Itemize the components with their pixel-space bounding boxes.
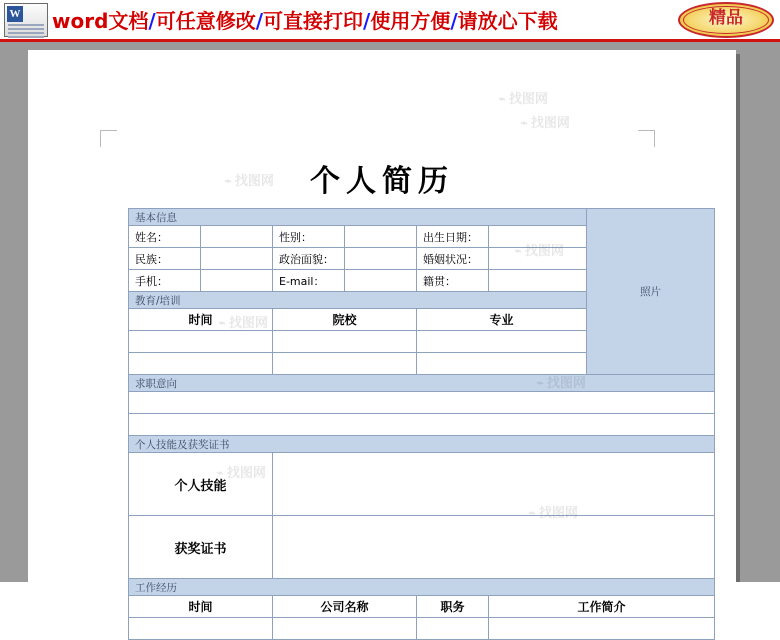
education-col-major: 专业 (417, 309, 587, 331)
section-label-work: 工作经历 (129, 579, 715, 596)
education-col-time: 时间 (129, 309, 273, 331)
education-time-1[interactable] (129, 331, 273, 353)
promo-segment-2: 可直接打印 (263, 9, 364, 33)
skills-label-awards: 获奖证书 (129, 516, 273, 579)
education-major-1[interactable] (417, 331, 587, 353)
skills-row (129, 516, 715, 579)
field-label-gender: 性别： (273, 226, 345, 248)
education-col-school: 院校 (273, 309, 417, 331)
skills-value-awards[interactable] (273, 516, 715, 579)
promo-segment-0: word文档 (52, 9, 149, 33)
field-label-name: 姓名： (129, 226, 201, 248)
section-label-education: 教育/培训 (129, 292, 587, 309)
section-label-basic: 基本信息 (129, 209, 587, 226)
skills-label-personal: 个人技能 (129, 453, 273, 516)
objective-row (129, 414, 715, 436)
page-shadow (736, 54, 740, 582)
field-value-ethnicity[interactable] (201, 248, 273, 270)
quality-seal-badge: 精品 (678, 2, 774, 38)
field-value-gender[interactable] (345, 226, 417, 248)
field-label-mobile: 手机： (129, 270, 201, 292)
section-label-objective: 求职意向 (129, 375, 715, 392)
work-col-position: 职务 (417, 596, 489, 618)
promo-segment-4: 请放心下载 (457, 9, 558, 33)
promo-separator-1: / (255, 9, 264, 33)
field-value-political-status[interactable] (345, 248, 417, 270)
work-col-company: 公司名称 (273, 596, 417, 618)
field-label-birthdate: 出生日期： (417, 226, 489, 248)
section-header-objective (129, 375, 715, 392)
watermark: ⌁ 找图网 (224, 174, 274, 189)
promo-separator-0: / (148, 9, 156, 33)
work-header-row (129, 596, 715, 618)
skills-value-personal[interactable] (273, 453, 715, 516)
field-label-political-status: 政治面貌： (273, 248, 345, 270)
section-header-work (129, 579, 715, 596)
section-header-skills (129, 436, 715, 453)
page-title: 个人简历 (310, 164, 454, 199)
resume-table (128, 208, 715, 640)
margin-mark-top-left (100, 130, 117, 147)
education-major-2[interactable] (417, 353, 587, 375)
field-label-marital-status: 婚姻状况： (417, 248, 489, 270)
word-document-icon (4, 3, 48, 37)
word-icon-letter: W (7, 6, 23, 22)
promo-banner (0, 0, 780, 42)
watermark: ⌁ 找图网 (520, 116, 570, 131)
section-header-basic (129, 209, 715, 226)
field-value-mobile[interactable] (201, 270, 273, 292)
work-position-1[interactable] (417, 618, 489, 640)
work-time-1[interactable] (129, 618, 273, 640)
education-school-1[interactable] (273, 331, 417, 353)
education-school-2[interactable] (273, 353, 417, 375)
promo-segment-1: 可任意修改 (155, 9, 256, 33)
promo-separator-3: / (450, 9, 458, 33)
work-row (129, 618, 715, 640)
field-label-email: E-mail： (273, 270, 345, 292)
education-time-2[interactable] (129, 353, 273, 375)
field-value-hometown[interactable] (489, 270, 587, 292)
field-label-hometown: 籍贯： (417, 270, 489, 292)
skills-row (129, 453, 715, 516)
field-value-email[interactable] (345, 270, 417, 292)
photo-placeholder: 照片 (587, 209, 715, 375)
document-workspace (0, 42, 780, 614)
field-value-marital-status[interactable] (489, 248, 587, 270)
field-label-ethnicity: 民族： (129, 248, 201, 270)
objective-row (129, 392, 715, 414)
work-company-1[interactable] (273, 618, 417, 640)
promo-text (52, 5, 678, 34)
objective-value-1[interactable] (129, 392, 715, 414)
word-icon-lines (8, 24, 44, 33)
field-value-name[interactable] (201, 226, 273, 248)
margin-mark-top-right (638, 130, 655, 147)
section-label-skills: 个人技能及获奖证书 (129, 436, 715, 453)
watermark: ⌁ 找图网 (498, 92, 548, 107)
work-description-1[interactable] (489, 618, 715, 640)
objective-value-2[interactable] (129, 414, 715, 436)
field-value-birthdate[interactable] (489, 226, 587, 248)
work-col-description: 工作简介 (489, 596, 715, 618)
promo-segment-3: 使用方便 (370, 9, 451, 33)
work-col-time: 时间 (129, 596, 273, 618)
promo-separator-2: / (363, 9, 371, 33)
document-page (28, 50, 736, 614)
